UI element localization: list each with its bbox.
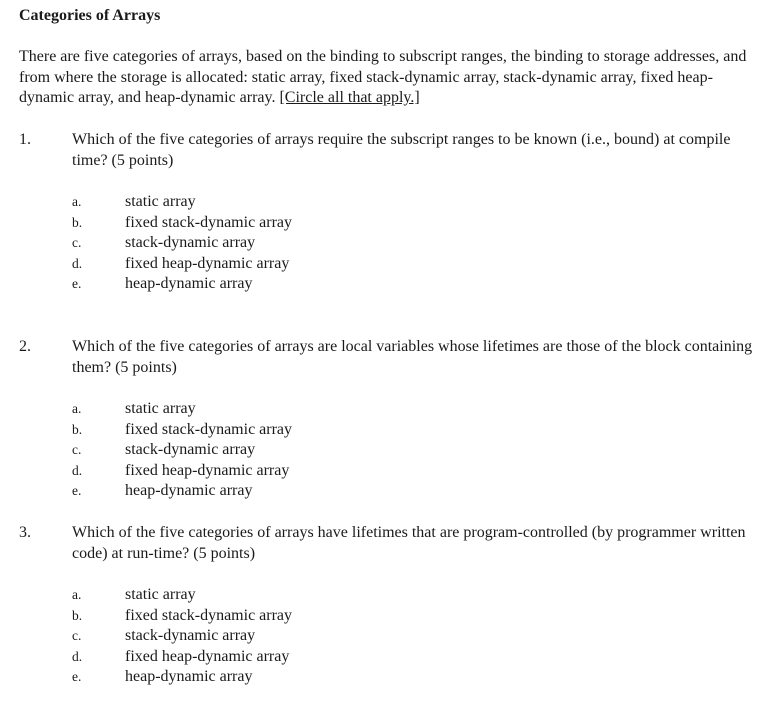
option-text: stack-dynamic array — [125, 441, 256, 459]
option-text: heap-dynamic array — [125, 275, 253, 293]
question-number: 2. — [19, 338, 31, 355]
option-text: fixed stack-dynamic array — [125, 420, 293, 438]
option-letter: a. — [72, 587, 82, 602]
option-letter: e. — [72, 276, 82, 292]
option-letter: a. — [72, 194, 82, 209]
question-number: 1. — [19, 131, 31, 148]
option-letter: d. — [72, 462, 83, 478]
document-title: Categories of Arrays — [19, 7, 161, 24]
option-text: fixed heap-dynamic array — [125, 647, 290, 665]
option-letter: d. — [72, 648, 83, 664]
option-text: stack-dynamic array — [125, 627, 256, 645]
option-letter: c. — [72, 235, 82, 251]
option-text: fixed stack-dynamic array — [125, 606, 293, 624]
option-text: heap-dynamic array — [125, 668, 253, 686]
option-letter: b. — [72, 421, 83, 437]
option-letter: c. — [72, 628, 82, 644]
option-letter: d. — [72, 255, 83, 271]
question-text: Which of the five categories of arrays have lifetimes that are program-controlled (by programmer written code) at run-time? (5 points) — [72, 524, 746, 562]
intro-text: There are five categories of arrays, based on the binding to subscript ranges, the binding to storage addresses, and from where the storage is allocated: static array, fixed stack-dynamic array, stack-dynamic array, fixed heap-dynamic array, and heap-dynamic array. — [19, 48, 747, 106]
option-letter: c. — [72, 442, 82, 458]
option-letter: a. — [72, 401, 82, 416]
intro-paragraph — [19, 47, 759, 109]
option-text: static array — [125, 586, 196, 603]
option-letter: e. — [72, 483, 82, 499]
question-text: Which of the five categories of arrays require the subscript ranges to be known (i.e., bound) at compile time? (5 points) — [72, 131, 731, 169]
option-text: fixed heap-dynamic array — [125, 461, 290, 479]
option-letter: e. — [72, 669, 82, 685]
option-text: static array — [125, 400, 196, 417]
option-text: fixed stack-dynamic array — [125, 213, 293, 231]
question-text: Which of the five categories of arrays are local variables whose lifetimes are those of the block containing them? (5 points) — [72, 338, 753, 376]
option-text: static array — [125, 193, 196, 210]
option-text: stack-dynamic array — [125, 234, 256, 252]
option-text: heap-dynamic array — [125, 482, 253, 500]
option-text: fixed heap-dynamic array — [125, 254, 290, 272]
question-number: 3. — [19, 524, 31, 541]
option-letter: b. — [72, 607, 83, 623]
instruction-circle-all: [Circle all that apply.] — [279, 89, 420, 106]
option-letter: b. — [72, 214, 83, 230]
